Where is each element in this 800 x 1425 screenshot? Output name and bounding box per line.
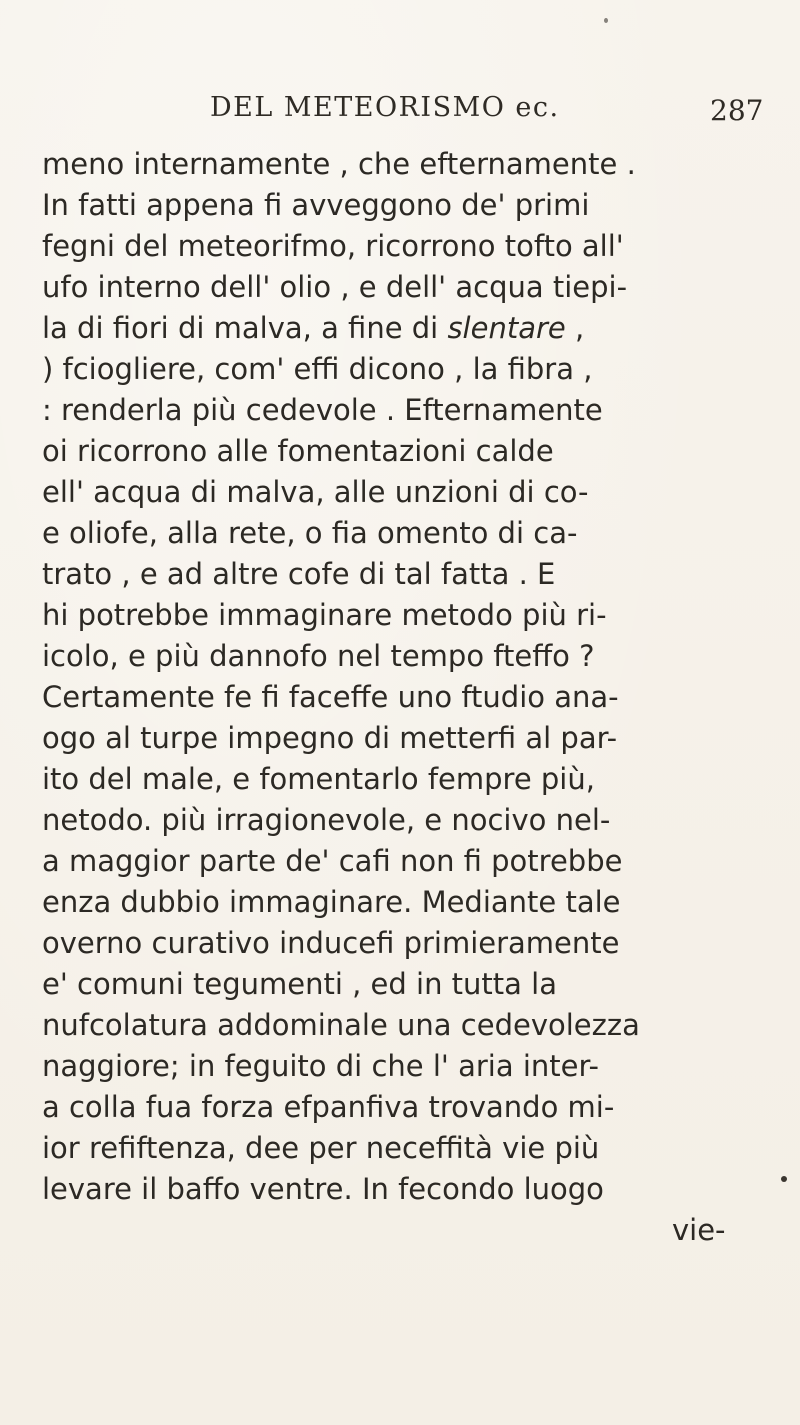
text-line: levare il baffo ventre. In fecondo luogo [42,1172,604,1206]
text-line-end: , [565,311,585,345]
text-line: meno internamente , che efternamente . [42,147,636,181]
running-head [0,92,800,132]
text-line: a colla fua forza efpanfiva trovando mi- [42,1090,615,1124]
text-line: ito del male, e fomentarlo fempre più, [42,762,595,796]
text-line: naggiore; in feguito di che l' aria inter- [42,1049,600,1083]
ink-speck [781,1176,787,1182]
text-line: ior refiftenza, dee per neceffità vie più [42,1131,600,1165]
text-line: ufo interno dell' olio , e dell' acqua tiepi- [42,270,628,304]
page-number: 287 [710,94,764,127]
text-line: hi potrebbe immaginare metodo più ri- [42,598,607,632]
text-line: oi ricorrono alle fomentazioni calde [42,434,554,468]
text-line: trato , e ad altre cofe di tal fatta . E [42,557,556,591]
running-title: DEL METEORISMO ec. [210,92,560,123]
text-line: ell' acqua di malva, alle unzioni di co- [42,475,589,509]
text-line: enza dubbio immaginare. Mediante tale [42,885,621,919]
text-line: ogo al turpe impegno di metterfi al par- [42,721,618,755]
text-line: : renderla più cedevole . Efternamente [42,393,603,427]
text-line: e' comuni tegumenti , ed in tutta la [42,967,557,1001]
text-line: nufcolatura addominale una cedevolezza [42,1008,640,1042]
text-line: Certamente fe fi faceffe uno ftudio ana- [42,680,619,714]
text-line: ) fciogliere, com' effi dicono , la fibra , [42,352,593,386]
text-line-start: la di fiori di malva, a fine di [42,311,439,345]
text-line: fegni del meteorifmo, ricorrono tofto all' [42,229,624,263]
italic-word: slentare [447,311,566,345]
body-text [0,144,800,1414]
text-line-with-italic [42,308,800,349]
text-line: netodo. più irragionevole, e nocivo nel- [42,803,611,837]
text-line: icolo, e più dannofo nel tempo fteffo ? [42,639,595,673]
catchword: vie- [672,1213,726,1247]
text-line: a maggior parte de' cafi non fi potrebbe [42,844,623,878]
ink-speck [604,18,608,23]
text-line: In fatti appena fi avveggono de' primi [42,188,590,222]
text-line: overno curativo inducefi primieramente [42,926,620,960]
text-line: e oliofe, alla rete, o fia omento di ca- [42,516,578,550]
